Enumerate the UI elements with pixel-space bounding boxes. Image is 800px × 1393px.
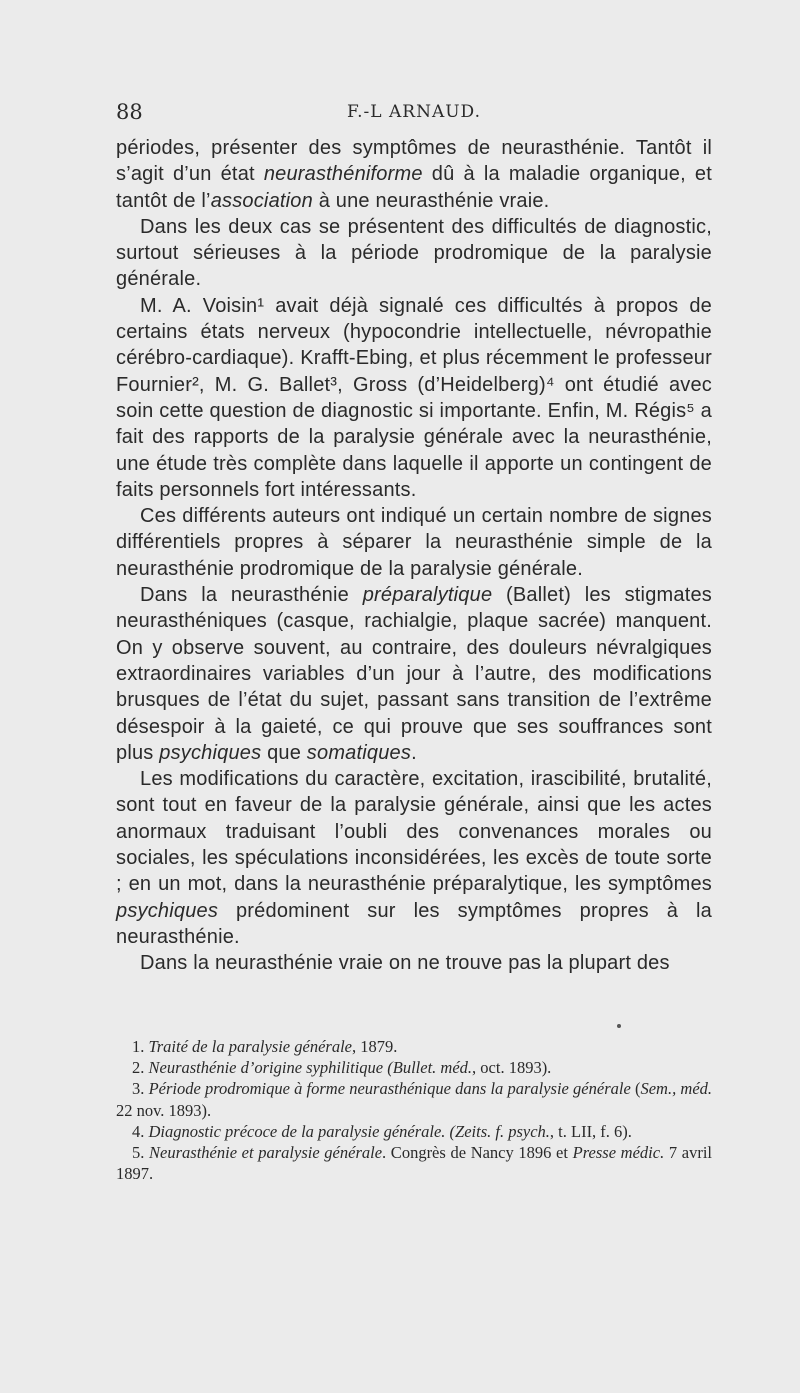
text-run: 22 nov. 1893). (116, 1100, 212, 1120)
italic-text: psychiques (159, 741, 262, 764)
text-run: . (411, 741, 417, 764)
italic-text: Période prodromique à forme neurasthénique dans la paralysie générale (148, 1079, 631, 1099)
italic-text: psychiques (116, 899, 219, 922)
paragraph (116, 582, 712, 766)
text-run: dû à la maladie organique, et tantôt de l’ (116, 163, 712, 212)
italic-text: Sem., méd. (640, 1079, 713, 1099)
italic-text: Diagnostic précoce de la paralysie générale. (Zeits. f. psych. (148, 1121, 550, 1141)
text-run: 5. (132, 1143, 150, 1163)
paragraph (116, 503, 712, 582)
text-run: Dans les deux cas se présentent des difficultés de diagnostic, surtout sérieuses à la période prodromique de la paralysie générale. (116, 215, 712, 291)
footnote (116, 1142, 712, 1184)
text-run: ( (630, 1079, 641, 1099)
text-run: (Ballet) les stigmates neurasthéniques (casque, rachialgie, plaque sacrée) manquent. On y observe souvent, au contraire, des douleurs névralgiques extraordinaires variables d’un jour à l’autre, des modifications brusques de l’état du sujet, passant sans transition de l’extrême désespoir à la gaieté, ce qui prouve que ses souffrances sont plus (116, 584, 712, 764)
italic-text: préparalytique (362, 584, 493, 607)
text-run: Dans la neurasthénie (140, 584, 363, 607)
paragraph (116, 950, 712, 976)
page-number: 88 (116, 100, 143, 124)
italic-text: Presse médic. (572, 1143, 665, 1163)
footnote (116, 1036, 712, 1057)
page-header (116, 100, 712, 130)
text-run: que (261, 741, 307, 764)
paragraph (116, 135, 712, 214)
text-run: prédominent sur les symptômes propres à la neurasthénie. (116, 899, 712, 948)
paragraph (116, 293, 712, 503)
stray-mark (617, 1024, 621, 1028)
text-run: Ces différents auteurs ont indiqué un certain nombre de signes différentiels propres à séparer la neurasthénie simple de la neurasthénie prodromique de la paralysie générale. (116, 505, 712, 580)
italic-text: Neurasthénie et paralysie générale (149, 1143, 383, 1163)
footnote (116, 1078, 712, 1120)
text-run: 4. (132, 1121, 149, 1141)
text-run: 7 avril 1897. (116, 1143, 712, 1184)
text-run: à une neurasthénie vraie. (312, 189, 550, 212)
text-run: Dans la neurasthénie vraie on ne trouve pas la plupart des (140, 952, 670, 975)
text-run: M. A. Voisin¹ avait déjà signalé ces difficultés à propos de certains états nerveux (hypocondrie intellectuelle, névropathie cérébro-cardiaque). Krafft-Ebing, et plus récemment le professeur Fournier², M. G. Ballet³, Gross (d’Heidelberg)⁴ ont étudié avec soin cette question de diagnostic si importante. Enfin, M. Régis⁵ a fait des rapports de la paralysie générale avec la neurasthénie, une étude très complète dans laquelle il apporte un contingent de faits personnels fort intéressants. (116, 294, 712, 501)
footnote (116, 1121, 712, 1142)
italic-text: Traité de la paralysie générale (148, 1037, 352, 1056)
text-run: périodes, présenter des symptômes de neurasthénie. Tantôt il s’agit d’un état (116, 137, 712, 186)
text-run: . Congrès de Nancy 1896 et (382, 1143, 573, 1163)
running-head: F.-L ARNAUD. (347, 102, 481, 122)
body-text (116, 135, 712, 977)
paragraph (116, 766, 712, 950)
footnote (116, 1057, 712, 1078)
text-run: , 1879. (351, 1037, 398, 1056)
paragraph (116, 214, 712, 293)
text-run: 3. (132, 1079, 149, 1099)
text-run: Les modifications du caractère, excitation, irascibilité, brutalité, sont tout en faveur de la paralysie générale, ainsi que les actes anormaux traduisant l’oubli des convenances morales ou sociales, les spéculations inconsidérées, les excès de toute sorte ; en un mot, dans la neurasthénie préparalytique, les symptômes (116, 768, 712, 896)
text-run: , t. LII, f. 6). (549, 1121, 632, 1141)
italic-text: neurasthéniforme (263, 163, 423, 186)
text-run: 2. (132, 1058, 149, 1078)
text-run: 1. (132, 1037, 149, 1056)
text-run: , oct. 1893). (472, 1058, 552, 1078)
italic-text: somatiques (306, 741, 412, 764)
italic-text: Neurasthénie d’origine syphilitique (Bullet. méd. (148, 1058, 473, 1078)
italic-text: association (210, 189, 313, 212)
footnotes (116, 1036, 712, 1184)
